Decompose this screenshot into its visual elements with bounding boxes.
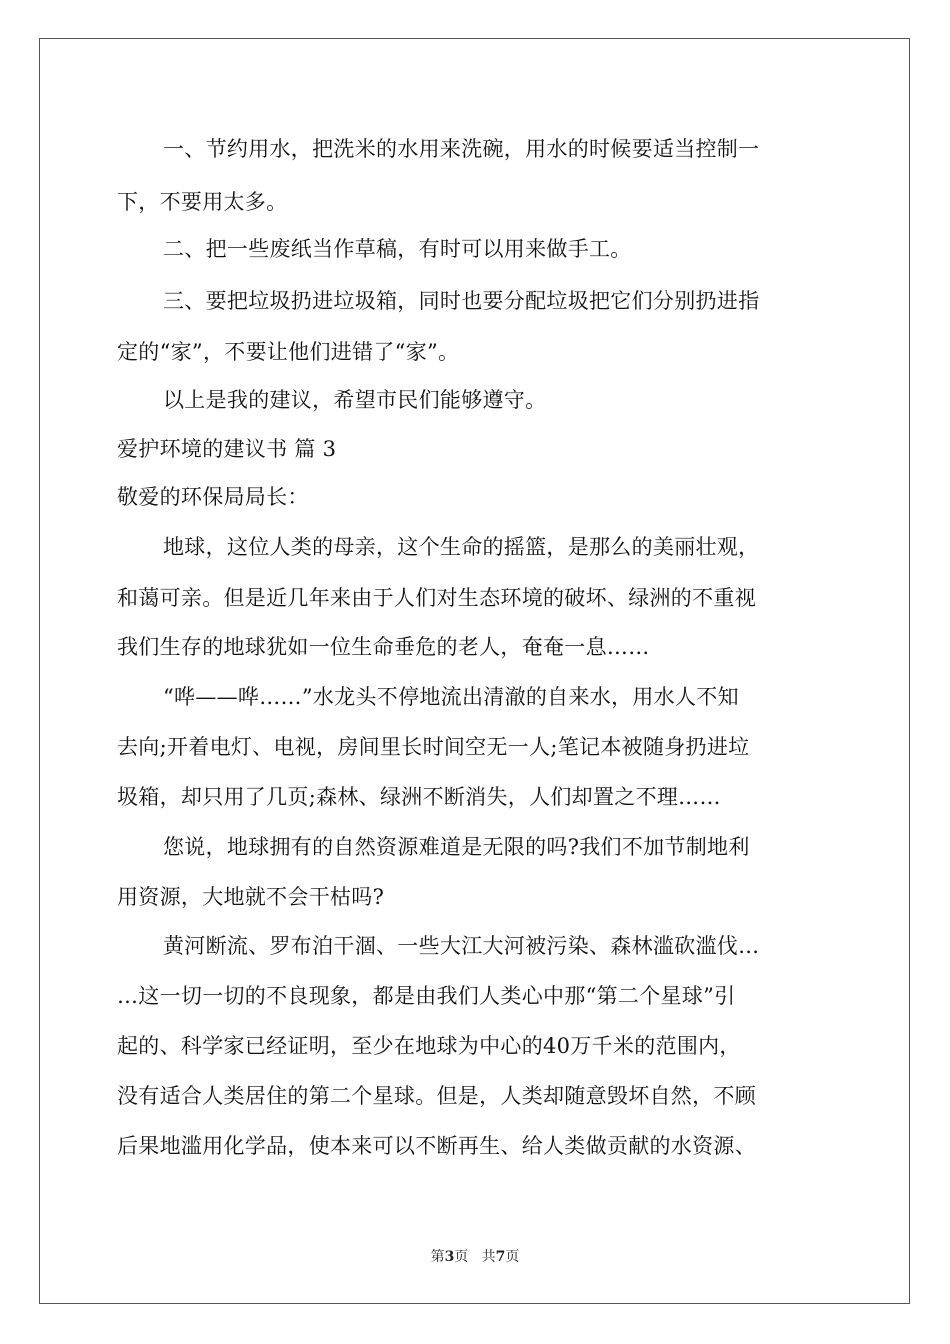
text-line: 圾箱，却只用了几页;森林、绿洲不断消失，人们却置之不理……: [117, 785, 721, 809]
text-line: 后果地滥用化学品，使本来可以不断再生、给人类做贡献的水资源、: [117, 1134, 756, 1158]
page-number: 3: [444, 1249, 455, 1265]
page-suffix: 页: [454, 1249, 469, 1265]
text-line: 黄河断流、罗布泊干涸、一些大江大河被污染、森林滥砍滥伐…: [163, 934, 760, 958]
page-footer: [0, 1246, 950, 1266]
text-line: …这一切一切的不良现象，都是由我们人类心中那“第二个星球”引: [117, 984, 736, 1008]
text-line: 定的“家”，不要让他们进错了“家”。: [117, 340, 460, 364]
text-line: 起的、科学家已经证明，至少在地球为中心的40万千米的范围内，: [117, 1034, 741, 1058]
text-line: 我们生存的地球犹如一位生命垂危的老人，奄奄一息……: [117, 635, 650, 659]
total-prefix: 共: [481, 1249, 496, 1265]
text-line: 二、把一些废纸当作草稿，有时可以用来做手工。: [163, 237, 632, 261]
page-prefix: 第: [430, 1249, 445, 1265]
page-border: [39, 38, 910, 1304]
total-pages: 7: [495, 1249, 506, 1265]
text-line: 地球，这位人类的母亲，这个生命的摇篮，是那么的美丽壮观，: [163, 535, 760, 559]
text-line: “哗——哗……”水龙头不停地流出清澈的自来水，用水人不知: [163, 685, 739, 709]
text-line: 您说，地球拥有的自然资源难道是无限的吗?我们不加节制地利: [163, 835, 750, 859]
salutation: 敬爱的环保局局长：: [117, 485, 309, 509]
text-line: 一、节约用水，把洗米的水用来洗碗，用水的时候要适当控制一: [163, 137, 760, 161]
text-line: 没有适合人类居住的第二个星球。但是，人类却随意毁坏自然，不顾: [117, 1084, 756, 1108]
text-line: 以上是我的建议，希望市民们能够遵守。: [163, 388, 547, 412]
section-heading: 爱护环境的建议书 篇 3: [117, 437, 337, 461]
text-line: 下，不要用太多。: [117, 190, 288, 214]
text-line: 用资源，大地就不会干枯吗?: [117, 885, 385, 909]
text-line: 和蔼可亲。但是近几年来由于人们对生态环境的破坏、绿洲的不重视: [117, 586, 756, 610]
text-line: 去向;开着电灯、电视，房间里长时间空无一人;笔记本被随身扔进垃: [117, 735, 750, 759]
total-suffix: 页: [505, 1249, 520, 1265]
text-line: 三、要把垃圾扔进垃圾箱，同时也要分配垃圾把它们分别扔进指: [163, 289, 760, 313]
